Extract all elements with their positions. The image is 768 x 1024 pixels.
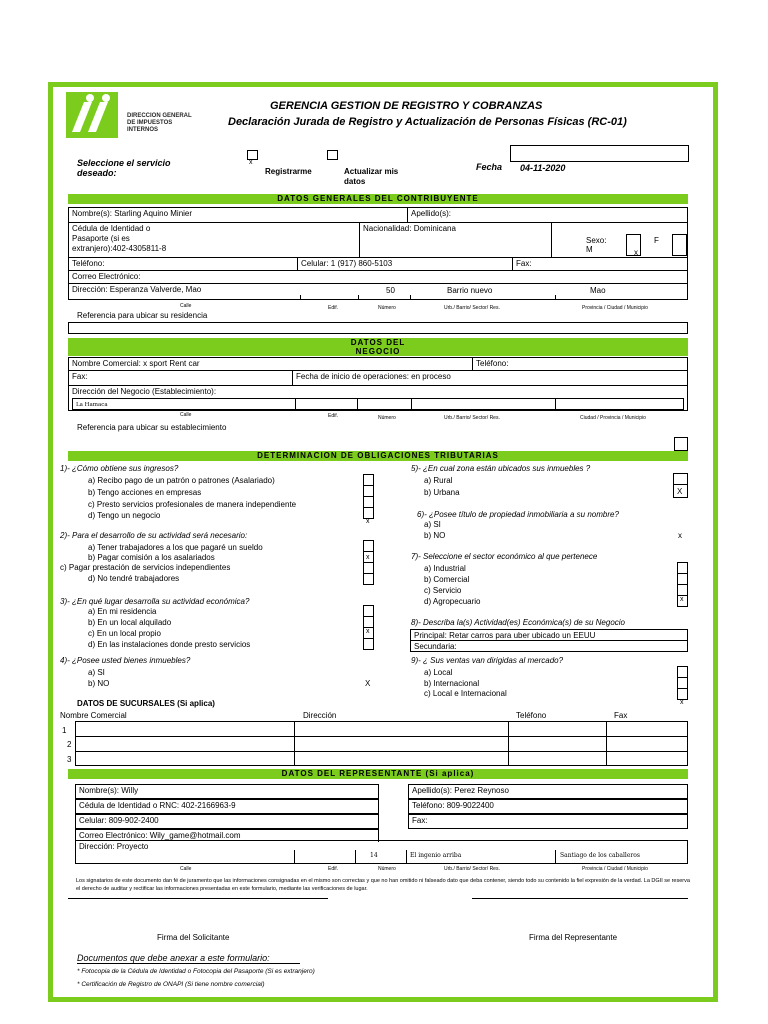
representative-signature-label: Firma del Representante	[529, 933, 618, 942]
taxpayer-address[interactable]: Dirección: Esperanza Valverde, Mao	[68, 283, 688, 300]
lbl-number: Número	[378, 305, 396, 311]
form-title: GERENCIA GESTION DE REGISTRO Y COBRANZAS	[270, 100, 543, 112]
divider	[555, 295, 556, 300]
sex-cell	[551, 222, 688, 258]
q2-option-b[interactable]: b) Pagar comisión a los asalariados	[88, 553, 215, 562]
q8-label: 8)- Describa la(s) Actividad(es) Económica(s) de su Negocio	[411, 618, 625, 627]
q4-label: 4)- ¿Posee usted bienes inmuebles?	[60, 656, 191, 665]
q7-label: 7)- Seleccione el sector económico al que pertenece	[411, 552, 598, 561]
lbl-province: Provincia / Ciudad / Municipio	[582, 305, 648, 311]
service-label: Seleccione el servicio deseado:	[77, 158, 171, 178]
obligations-section-header: DETERMINACION DE OBLIGACIONES TRIBUTARIAS	[68, 451, 688, 461]
sex-label: Sexo:	[586, 236, 607, 245]
rep-email[interactable]: Correo Electrónico: Wily_game@hotmail.com	[75, 829, 379, 842]
q6-option-b[interactable]: b) NO	[424, 531, 446, 540]
taxpayer-cell[interactable]: Celular: 1 (917) 860-5103	[297, 257, 513, 271]
taxpayer-address-sector: Barrio nuevo	[447, 286, 493, 295]
taxpayer-phone[interactable]: Teléfono:	[68, 257, 298, 271]
q3-option-a[interactable]: a) En mi residencia	[88, 607, 157, 616]
divider	[406, 850, 407, 864]
q4-option-a[interactable]: a) SI	[88, 668, 105, 677]
branches-title: DATOS DE SUCURSALES (Si aplica)	[77, 699, 215, 708]
q3-option-d[interactable]: d) En las instalaciones donde presto servicios	[88, 640, 251, 649]
sex-f-checkbox[interactable]	[672, 234, 687, 256]
representative-section-header: DATOS DEL REPRESENTANTE (Si aplica)	[68, 769, 688, 779]
q1-mark: x	[366, 518, 370, 525]
q5-option-b[interactable]: b) Urbana	[424, 488, 460, 497]
lbl-building: Edif.	[328, 413, 339, 419]
update-label: Actualizar mis datos	[344, 167, 399, 186]
form-subtitle: Declaración Jurada de Registro y Actualización de Personas Físicas (RC-01)	[228, 116, 627, 128]
q2-mark: x	[366, 554, 370, 561]
q9-option-c[interactable]: c) Local e Internacional	[424, 689, 507, 698]
rep-address-city: Santiago de los caballeros	[560, 852, 640, 859]
q1-label: 1)- ¿Cómo obtiene sus ingresos?	[60, 464, 179, 473]
date-label: Fecha	[476, 162, 503, 172]
rep-names[interactable]: Nombre(s): Willy	[75, 784, 379, 799]
decorative-box	[674, 437, 688, 451]
lbl-province: Provincia / Ciudad / Municipio	[582, 866, 648, 872]
sex-m-label: M	[586, 245, 593, 254]
annex-doc-1: * Fotocopia de la Cédula de Identidad o Fotocopia del Pasaporte (Si es extranjero)	[77, 968, 315, 975]
taxpayer-nationality[interactable]: Nacionalidad: Dominicana	[359, 222, 552, 258]
table-row-divider	[75, 736, 688, 737]
date-value: 04-11-2020	[520, 163, 566, 173]
business-address[interactable]: Dirección del Negocio (Establecimiento):	[68, 385, 688, 411]
lbl-street: Calle	[180, 866, 192, 872]
rep-address-number: 14	[370, 852, 378, 859]
branches-col-address: Dirección	[303, 711, 337, 720]
business-name[interactable]: Nombre Comercial: x sport Rent car	[68, 357, 473, 371]
branch-row-number: 2	[67, 740, 72, 749]
table-col-divider	[508, 721, 509, 766]
business-section-header: DATOS DEL NEGOCIO	[68, 338, 688, 356]
q1-option-d[interactable]: d) Tengo un negocio	[88, 511, 161, 520]
representative-signature-line[interactable]	[472, 898, 688, 899]
branches-table	[75, 721, 688, 766]
sex-mark: x	[634, 248, 638, 257]
business-address-row	[72, 398, 684, 410]
q7-option-a[interactable]: a) Industrial	[424, 564, 466, 573]
business-phone[interactable]: Teléfono:	[472, 357, 688, 371]
q5-label: 5)- ¿En cual zona están ubicados sus inmuebles ?	[411, 464, 591, 473]
sex-f-label: F	[654, 236, 659, 245]
q9-option-a[interactable]: a) Local	[424, 668, 453, 677]
taxpayer-email[interactable]: Correo Electrónico:	[68, 270, 688, 284]
lbl-building: Edif.	[328, 305, 339, 311]
q4-option-b[interactable]: b) NO	[88, 679, 110, 688]
q3-option-b[interactable]: b) En un local alquilado	[88, 618, 172, 627]
q7-option-c[interactable]: c) Servicio	[424, 586, 462, 595]
applicant-signature-label: Firma del Solicitante	[157, 933, 230, 942]
lbl-street: Calle	[180, 303, 192, 309]
q9-option-b[interactable]: b) Internacional	[424, 679, 480, 688]
branches-col-fax: Fax	[614, 711, 628, 720]
table-row-divider	[75, 751, 688, 752]
q3-option-c[interactable]: c) En un local propio	[88, 629, 161, 638]
table-col-divider	[294, 721, 295, 766]
annex-docs-underline	[77, 963, 300, 964]
q4-mark: X	[365, 679, 371, 688]
business-street-value: La Hamaca	[76, 402, 108, 408]
q3-checkbox-d[interactable]	[363, 638, 374, 650]
divider	[357, 398, 358, 410]
lbl-sector: Urb./ Barrio/ Sector/ Res.	[444, 305, 500, 311]
divider	[300, 295, 301, 300]
q8-secondary-activity[interactable]: Secundaria:	[410, 640, 688, 652]
lbl-city: Ciudad / Provincia / Municipio	[580, 415, 646, 421]
q7-option-b[interactable]: b) Comercial	[424, 575, 470, 584]
lbl-number: Número	[378, 866, 396, 872]
applicant-signature-line[interactable]	[68, 898, 328, 899]
taxpayer-fax[interactable]: Fax:	[512, 257, 688, 271]
business-start-date[interactable]: Fecha de inicio de operaciones: en proceso	[292, 370, 688, 386]
annex-doc-2: * Certificación de Registro de ONAPI (Si tiene nombre comercial)	[77, 981, 265, 988]
residence-reference-label: Referencia para ubicar su residencia	[77, 311, 208, 320]
taxpayer-section-header: DATOS GENERALES DEL CONTRIBUYENTE	[68, 194, 688, 204]
q3-mark: x	[366, 628, 370, 635]
q7-option-d[interactable]: d) Agropecuario	[424, 597, 481, 606]
rep-surnames[interactable]: Apellido(s): Perez Reynoso	[408, 784, 688, 799]
q2-label: 2)- Para el desarrollo de su actividad será necesario:	[60, 531, 248, 540]
rep-phone[interactable]: Teléfono: 809-9022400	[408, 799, 688, 814]
divider	[555, 398, 556, 410]
register-mark: x	[249, 159, 253, 166]
taxpayer-names[interactable]: Nombre(s): Starling Aquino Minier	[68, 207, 408, 223]
lbl-sector: Urb./ Barrio/ Sector/ Res.	[444, 415, 500, 421]
q2-option-d[interactable]: d) No tendré trabajadores	[88, 574, 180, 583]
q2-option-c[interactable]: c) Pagar prestación de servicios independientes	[60, 563, 231, 572]
date-box-top[interactable]	[510, 145, 689, 162]
q6-option-a[interactable]: a) SI	[424, 520, 441, 529]
lbl-sector: Urb./ Barrio/ Sector/ Res.	[444, 866, 500, 872]
q8-main-activity[interactable]: Principal: Retar carros para uber ubicado un EEUU	[410, 629, 688, 641]
rep-fax[interactable]: Fax:	[408, 814, 688, 829]
q9-mark: x	[680, 699, 684, 706]
branches-col-phone: Teléfono	[516, 711, 547, 720]
dgii-logo	[66, 92, 118, 138]
rep-address-sector: El ingenio arriba	[410, 852, 462, 859]
q6-mark: x	[678, 531, 682, 540]
divider	[411, 398, 412, 410]
q1-option-b[interactable]: b) Tengo acciones en empresas	[88, 488, 202, 497]
divider	[555, 850, 556, 864]
taxpayer-address-number: 50	[386, 286, 395, 295]
divider	[295, 398, 296, 410]
q7-mark: x	[680, 596, 684, 603]
q9-label: 9)- ¿ Sus ventas van dirigidas al mercado?	[411, 656, 564, 665]
q1-option-a[interactable]: a) Recibo pago de un patrón o patrones (Asalariado)	[88, 476, 275, 485]
update-checkbox[interactable]	[327, 150, 338, 160]
divider	[410, 295, 411, 300]
lbl-street: Calle	[180, 412, 192, 418]
lbl-building: Edif.	[328, 866, 339, 872]
annex-docs-title: Documentos que debe anexar a este formulario:	[77, 953, 270, 963]
lbl-number: Número	[378, 415, 396, 421]
q5-option-a[interactable]: a) Rural	[424, 476, 453, 485]
divider	[358, 295, 359, 300]
q6-label: 6)- ¿Posee título de propiedad inmobiliaria a su nombre?	[417, 510, 619, 519]
org-name: DIRECCION GENERAL DE IMPUESTOS INTERNOS	[127, 113, 192, 133]
q5-mark: X	[677, 487, 683, 496]
q3-label: 3)- ¿En qué lugar desarrolla su actividad económica?	[60, 597, 250, 606]
rep-address[interactable]: Dirección: Proyecto	[75, 840, 688, 864]
branches-col-name: Nombre Comercial	[60, 711, 127, 720]
taxpayer-id[interactable]: Cédula de Identidad o Pasaporte (si es extranjero):402-4305811-8	[68, 222, 360, 258]
branch-row-number: 1	[62, 726, 67, 735]
rep-cell[interactable]: Celular: 809-902-2400	[75, 814, 379, 829]
divider	[294, 850, 295, 864]
legal-declaration: Los signatarios de este documento dan fé de juramento que las informaciones consignadas en el mismo son correctas y que no han omitido ni falseado dato que deba contener, siendo todo su contenido la fiel expresión de la verdad. La DGII se reserva el derecho de auditar y rectificar las informaciones presentadas en este formulario, mediante las verificaciones de lugar.	[76, 878, 690, 892]
divider	[355, 850, 356, 864]
branch-row-number: 3	[67, 755, 72, 764]
taxpayer-surnames[interactable]: Apellido(s):	[407, 207, 688, 223]
q2-checkbox-d[interactable]	[363, 573, 374, 585]
residence-reference-input[interactable]	[68, 322, 688, 334]
table-col-divider	[606, 721, 607, 766]
register-label: Registrarme	[265, 167, 312, 176]
business-reference-label: Referencia para ubicar su establecimiento	[77, 423, 227, 432]
q2-option-a[interactable]: a) Tener trabajadores a los que pagaré un sueldo	[88, 543, 263, 552]
q1-option-c[interactable]: c) Presto servicios profesionales de manera independiente	[88, 500, 297, 509]
taxpayer-address-city: Mao	[590, 286, 606, 295]
business-fax[interactable]: Fax:	[68, 370, 293, 386]
rep-id[interactable]: Cédula de Identidad o RNC: 402-2166963-9	[75, 799, 379, 814]
